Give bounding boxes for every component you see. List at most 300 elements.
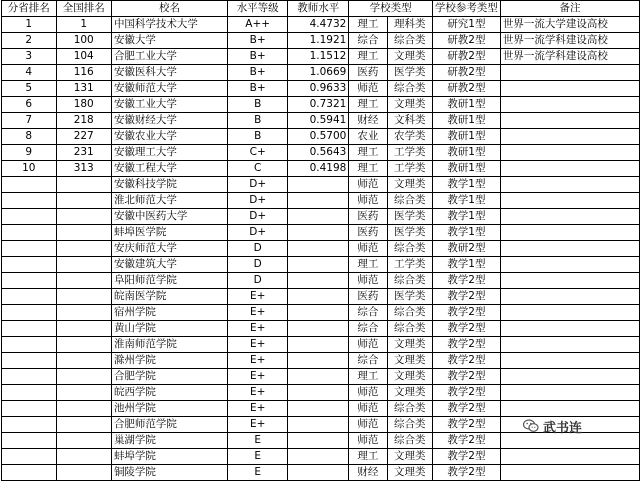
school-name-cell: 安徽农业大学: [111, 129, 227, 145]
watermark-text: 武书连: [543, 420, 583, 436]
type-code-cell: 教学2型: [432, 321, 500, 337]
ranking-table: [1, 0, 640, 481]
school-type-cell: 医药: [349, 289, 387, 305]
table-row: [2, 113, 640, 129]
school-name-cell: 中国科学技术大学: [111, 17, 227, 33]
school-type-cell: 医药: [349, 65, 387, 81]
province-rank-cell: 2: [2, 33, 57, 49]
notes-cell: [500, 145, 639, 161]
national-rank-cell: [56, 417, 111, 433]
teacher-score-cell: 0.5700: [288, 129, 349, 145]
school-name-cell: 铜陵学院: [111, 465, 227, 481]
level-cell: B: [228, 129, 288, 145]
province-rank-cell: [2, 353, 57, 369]
type-code-cell: 教学2型: [432, 449, 500, 465]
school-name-cell: 安徽工程大学: [111, 161, 227, 177]
notes-cell: [500, 193, 639, 209]
type-code-cell: 教学2型: [432, 433, 500, 449]
province-rank-cell: 1: [2, 17, 57, 33]
level-cell: D: [228, 273, 288, 289]
type-code-cell: 教学2型: [432, 337, 500, 353]
reference-type-cell: 文理类: [387, 369, 432, 385]
reference-type-cell: 工学类: [387, 161, 432, 177]
type-code-cell: 教研1型: [432, 97, 500, 113]
notes-cell: [500, 225, 639, 241]
reference-type-cell: 文理类: [387, 449, 432, 465]
type-code-cell: 教学2型: [432, 385, 500, 401]
type-code-cell: 教学2型: [432, 353, 500, 369]
national-rank-cell: 1: [56, 17, 111, 33]
table-row: [2, 385, 640, 401]
province-rank-cell: [2, 385, 57, 401]
table-row: [2, 161, 640, 177]
national-rank-cell: [56, 369, 111, 385]
table-row: [2, 81, 640, 97]
reference-type-cell: 工学类: [387, 257, 432, 273]
teacher-score-cell: 0.7321: [288, 97, 349, 113]
school-type-cell: 综合: [349, 33, 387, 49]
teacher-score-cell: [288, 337, 349, 353]
school-type-cell: 师范: [349, 417, 387, 433]
notes-cell: [500, 209, 639, 225]
table-row: [2, 289, 640, 305]
type-code-cell: 教研1型: [432, 161, 500, 177]
reference-type-cell: 综合类: [387, 273, 432, 289]
province-rank-cell: [2, 273, 57, 289]
level-cell: E: [228, 433, 288, 449]
level-cell: E+: [228, 353, 288, 369]
school-type-cell: 医药: [349, 209, 387, 225]
level-cell: C: [228, 161, 288, 177]
table-row: [2, 145, 640, 161]
level-cell: E+: [228, 305, 288, 321]
school-type-cell: 师范: [349, 337, 387, 353]
notes-cell: [500, 273, 639, 289]
level-cell: E: [228, 465, 288, 481]
level-cell: D+: [228, 193, 288, 209]
type-code-cell: 教学2型: [432, 401, 500, 417]
national-rank-cell: [56, 353, 111, 369]
teacher-score-cell: 4.4732: [288, 17, 349, 33]
national-rank-cell: [56, 241, 111, 257]
reference-type-cell: 综合类: [387, 305, 432, 321]
school-type-cell: 师范: [349, 385, 387, 401]
level-cell: E+: [228, 321, 288, 337]
level-cell: E+: [228, 417, 288, 433]
level-cell: D: [228, 241, 288, 257]
teacher-score-cell: 0.5941: [288, 113, 349, 129]
national-rank-cell: [56, 337, 111, 353]
table-row: [2, 353, 640, 369]
reference-type-cell: 医学类: [387, 65, 432, 81]
reference-type-cell: 文理类: [387, 97, 432, 113]
reference-type-cell: 农学类: [387, 129, 432, 145]
level-cell: B+: [228, 81, 288, 97]
school-name-cell: 安徽工业大学: [111, 97, 227, 113]
type-code-cell: 研教2型: [432, 49, 500, 65]
school-type-cell: 理工: [349, 145, 387, 161]
school-name-cell: 淮北师范大学: [111, 193, 227, 209]
teacher-score-cell: [288, 177, 349, 193]
wechat-icon: [523, 419, 539, 433]
teacher-score-cell: 0.5643: [288, 145, 349, 161]
teacher-score-cell: 1.0669: [288, 65, 349, 81]
school-name-cell: 滁州学院: [111, 353, 227, 369]
province-rank-cell: 9: [2, 145, 57, 161]
teacher-score-cell: 0.4198: [288, 161, 349, 177]
national-rank-cell: [56, 193, 111, 209]
teacher-score-cell: [288, 369, 349, 385]
province-rank-cell: [2, 337, 57, 353]
type-code-cell: 教学2型: [432, 289, 500, 305]
type-code-cell: 教研1型: [432, 145, 500, 161]
reference-type-cell: 综合类: [387, 33, 432, 49]
national-rank-cell: 131: [56, 81, 111, 97]
type-code-cell: 教学2型: [432, 465, 500, 481]
school-type-cell: 综合: [349, 305, 387, 321]
school-type-cell: 农业: [349, 129, 387, 145]
national-rank-cell: [56, 225, 111, 241]
teacher-score-cell: [288, 401, 349, 417]
type-code-cell: 教学2型: [432, 305, 500, 321]
type-code-cell: 教学1型: [432, 225, 500, 241]
table-row: [2, 97, 640, 113]
level-cell: D: [228, 257, 288, 273]
reference-type-cell: 综合类: [387, 193, 432, 209]
province-rank-cell: [2, 417, 57, 433]
school-name-cell: 安徽科技学院: [111, 177, 227, 193]
national-rank-cell: [56, 209, 111, 225]
school-name-cell: 安庆师范大学: [111, 241, 227, 257]
province-rank-cell: [2, 369, 57, 385]
type-code-cell: 研教2型: [432, 81, 500, 97]
province-rank-cell: 8: [2, 129, 57, 145]
table-row: [2, 401, 640, 417]
school-type-cell: 医药: [349, 225, 387, 241]
type-code-cell: 教研2型: [432, 241, 500, 257]
teacher-score-cell: 1.1512: [288, 49, 349, 65]
table-row: [2, 65, 640, 81]
notes-cell: [500, 257, 639, 273]
school-type-cell: 师范: [349, 433, 387, 449]
school-name-cell: 安徽大学: [111, 33, 227, 49]
reference-type-cell: 医学类: [387, 209, 432, 225]
level-cell: E+: [228, 385, 288, 401]
school-name-cell: 合肥学院: [111, 369, 227, 385]
type-code-cell: 教学1型: [432, 177, 500, 193]
school-name-cell: 安徽建筑大学: [111, 257, 227, 273]
notes-cell: [500, 177, 639, 193]
school-name-cell: 淮南师范学院: [111, 337, 227, 353]
school-name-cell: 安徽理工大学: [111, 145, 227, 161]
table-row: [2, 321, 640, 337]
table-row: [2, 225, 640, 241]
province-rank-cell: [2, 305, 57, 321]
national-rank-cell: 116: [56, 65, 111, 81]
header-school-type: 学校类型: [349, 1, 433, 17]
header-national-rank: 全国排名: [56, 1, 111, 17]
level-cell: B: [228, 97, 288, 113]
notes-cell: [500, 353, 639, 369]
reference-type-cell: 理科类: [387, 17, 432, 33]
school-type-cell: 理工: [349, 257, 387, 273]
notes-cell: 世界一流学科建设高校: [500, 33, 639, 49]
province-rank-cell: [2, 401, 57, 417]
school-name-cell: 阜阳师范学院: [111, 273, 227, 289]
reference-type-cell: 综合类: [387, 401, 432, 417]
reference-type-cell: 综合类: [387, 241, 432, 257]
reference-type-cell: 综合类: [387, 417, 432, 433]
school-name-cell: 安徽师范大学: [111, 81, 227, 97]
table-row: [2, 17, 640, 33]
school-type-cell: 师范: [349, 273, 387, 289]
level-cell: B+: [228, 65, 288, 81]
teacher-score-cell: [288, 257, 349, 273]
province-rank-cell: [2, 289, 57, 305]
level-cell: D+: [228, 177, 288, 193]
reference-type-cell: 综合类: [387, 81, 432, 97]
teacher-score-cell: [288, 353, 349, 369]
type-code-cell: 教学2型: [432, 417, 500, 433]
notes-cell: [500, 81, 639, 97]
national-rank-cell: [56, 433, 111, 449]
school-type-cell: 财经: [349, 465, 387, 481]
notes-cell: [500, 369, 639, 385]
province-rank-cell: 10: [2, 161, 57, 177]
teacher-score-cell: [288, 241, 349, 257]
national-rank-cell: 100: [56, 33, 111, 49]
type-code-cell: 研教2型: [432, 65, 500, 81]
province-rank-cell: [2, 433, 57, 449]
province-rank-cell: 6: [2, 97, 57, 113]
table-body: [2, 17, 640, 481]
type-code-cell: 教学1型: [432, 193, 500, 209]
reference-type-cell: 工学类: [387, 145, 432, 161]
reference-type-cell: 文科类: [387, 113, 432, 129]
national-rank-cell: [56, 257, 111, 273]
notes-cell: 世界一流大学建设高校: [500, 17, 639, 33]
school-name-cell: 皖南医学院: [111, 289, 227, 305]
type-code-cell: 教学2型: [432, 369, 500, 385]
table-row: [2, 209, 640, 225]
header-school-name: 校名: [111, 1, 227, 17]
national-rank-cell: 218: [56, 113, 111, 129]
teacher-score-cell: [288, 465, 349, 481]
reference-type-cell: 综合类: [387, 321, 432, 337]
province-rank-cell: 4: [2, 65, 57, 81]
teacher-score-cell: [288, 305, 349, 321]
teacher-score-cell: [288, 209, 349, 225]
school-name-cell: 合肥工业大学: [111, 49, 227, 65]
national-rank-cell: [56, 385, 111, 401]
type-code-cell: 教研1型: [432, 129, 500, 145]
level-cell: E: [228, 449, 288, 465]
teacher-score-cell: [288, 385, 349, 401]
level-cell: D+: [228, 209, 288, 225]
school-name-cell: 蚌埠学院: [111, 449, 227, 465]
reference-type-cell: 文理类: [387, 49, 432, 65]
level-cell: C+: [228, 145, 288, 161]
province-rank-cell: [2, 209, 57, 225]
table-row: [2, 273, 640, 289]
table-row: [2, 33, 640, 49]
national-rank-cell: [56, 449, 111, 465]
reference-type-cell: 综合类: [387, 433, 432, 449]
level-cell: E+: [228, 401, 288, 417]
type-code-cell: 教学1型: [432, 257, 500, 273]
national-rank-cell: 313: [56, 161, 111, 177]
school-name-cell: 池州学院: [111, 401, 227, 417]
level-cell: B+: [228, 49, 288, 65]
reference-type-cell: 文理类: [387, 353, 432, 369]
table-row: [2, 449, 640, 465]
school-type-cell: 财经: [349, 113, 387, 129]
school-type-cell: 师范: [349, 193, 387, 209]
level-cell: E+: [228, 289, 288, 305]
notes-cell: [500, 97, 639, 113]
header-notes: 备注: [500, 1, 639, 17]
table-header-row: [2, 1, 640, 17]
teacher-score-cell: [288, 449, 349, 465]
school-name-cell: 宿州学院: [111, 305, 227, 321]
notes-cell: [500, 401, 639, 417]
teacher-score-cell: [288, 225, 349, 241]
school-name-cell: 巢湖学院: [111, 433, 227, 449]
school-name-cell: 皖西学院: [111, 385, 227, 401]
table-row: [2, 369, 640, 385]
notes-cell: [500, 321, 639, 337]
teacher-score-cell: [288, 289, 349, 305]
school-name-cell: 合肥师范学院: [111, 417, 227, 433]
school-name-cell: 安徽中医药大学: [111, 209, 227, 225]
school-name-cell: 黄山学院: [111, 321, 227, 337]
teacher-score-cell: [288, 417, 349, 433]
teacher-score-cell: [288, 273, 349, 289]
school-type-cell: 理工: [349, 369, 387, 385]
notes-cell: [500, 305, 639, 321]
reference-type-cell: 文理类: [387, 465, 432, 481]
province-rank-cell: [2, 321, 57, 337]
level-cell: E+: [228, 369, 288, 385]
table-row: [2, 305, 640, 321]
type-code-cell: 教研1型: [432, 113, 500, 129]
national-rank-cell: [56, 273, 111, 289]
type-code-cell: 教学1型: [432, 209, 500, 225]
school-name-cell: 蚌埠医学院: [111, 225, 227, 241]
header-level: 水平等级: [228, 1, 288, 17]
reference-type-cell: 文理类: [387, 177, 432, 193]
notes-cell: [500, 129, 639, 145]
header-province-rank: 分省排名: [2, 1, 57, 17]
national-rank-cell: 227: [56, 129, 111, 145]
table-row: [2, 465, 640, 481]
teacher-score-cell: [288, 193, 349, 209]
level-cell: B: [228, 113, 288, 129]
type-code-cell: 教学2型: [432, 273, 500, 289]
teacher-score-cell: 0.9633: [288, 81, 349, 97]
school-type-cell: 师范: [349, 81, 387, 97]
national-rank-cell: [56, 401, 111, 417]
province-rank-cell: [2, 257, 57, 273]
notes-cell: [500, 289, 639, 305]
watermark: [523, 416, 640, 436]
header-reference-type: 学校参考类型: [432, 1, 500, 17]
school-type-cell: 理工: [349, 49, 387, 65]
level-cell: E+: [228, 337, 288, 353]
province-rank-cell: 5: [2, 81, 57, 97]
type-code-cell: 研教2型: [432, 33, 500, 49]
national-rank-cell: [56, 289, 111, 305]
national-rank-cell: [56, 177, 111, 193]
notes-cell: [500, 65, 639, 81]
table-row: [2, 129, 640, 145]
teacher-score-cell: [288, 321, 349, 337]
school-type-cell: 综合: [349, 353, 387, 369]
level-cell: A++: [228, 17, 288, 33]
province-rank-cell: [2, 193, 57, 209]
province-rank-cell: [2, 241, 57, 257]
header-teacher-score: 教师水平: [288, 1, 349, 17]
table-row: [2, 49, 640, 65]
school-type-cell: 理工: [349, 17, 387, 33]
notes-cell: [500, 449, 639, 465]
type-code-cell: 研究1型: [432, 17, 500, 33]
province-rank-cell: [2, 225, 57, 241]
national-rank-cell: [56, 321, 111, 337]
school-type-cell: 师范: [349, 401, 387, 417]
school-type-cell: 综合: [349, 321, 387, 337]
school-type-cell: 理工: [349, 449, 387, 465]
reference-type-cell: 文理类: [387, 337, 432, 353]
table-row: [2, 177, 640, 193]
province-rank-cell: [2, 449, 57, 465]
notes-cell: [500, 337, 639, 353]
teacher-score-cell: 1.1921: [288, 33, 349, 49]
school-type-cell: 理工: [349, 97, 387, 113]
school-name-cell: 安徽医科大学: [111, 65, 227, 81]
reference-type-cell: 文理类: [387, 385, 432, 401]
level-cell: D+: [228, 225, 288, 241]
national-rank-cell: 231: [56, 145, 111, 161]
province-rank-cell: 7: [2, 113, 57, 129]
reference-type-cell: 医学类: [387, 225, 432, 241]
teacher-score-cell: [288, 433, 349, 449]
national-rank-cell: 104: [56, 49, 111, 65]
notes-cell: [500, 241, 639, 257]
notes-cell: [500, 385, 639, 401]
school-name-cell: 安徽财经大学: [111, 113, 227, 129]
province-rank-cell: 3: [2, 49, 57, 65]
school-type-cell: 理工: [349, 161, 387, 177]
notes-cell: [500, 161, 639, 177]
notes-cell: 世界一流学科建设高校: [500, 49, 639, 65]
national-rank-cell: [56, 305, 111, 321]
table-row: [2, 257, 640, 273]
notes-cell: [500, 113, 639, 129]
table-row: [2, 337, 640, 353]
table-row: [2, 193, 640, 209]
school-type-cell: 师范: [349, 177, 387, 193]
notes-cell: [500, 465, 639, 481]
school-type-cell: 师范: [349, 241, 387, 257]
level-cell: B+: [228, 33, 288, 49]
national-rank-cell: [56, 465, 111, 481]
province-rank-cell: [2, 177, 57, 193]
reference-type-cell: 医学类: [387, 289, 432, 305]
national-rank-cell: 180: [56, 97, 111, 113]
province-rank-cell: [2, 465, 57, 481]
table-row: [2, 241, 640, 257]
